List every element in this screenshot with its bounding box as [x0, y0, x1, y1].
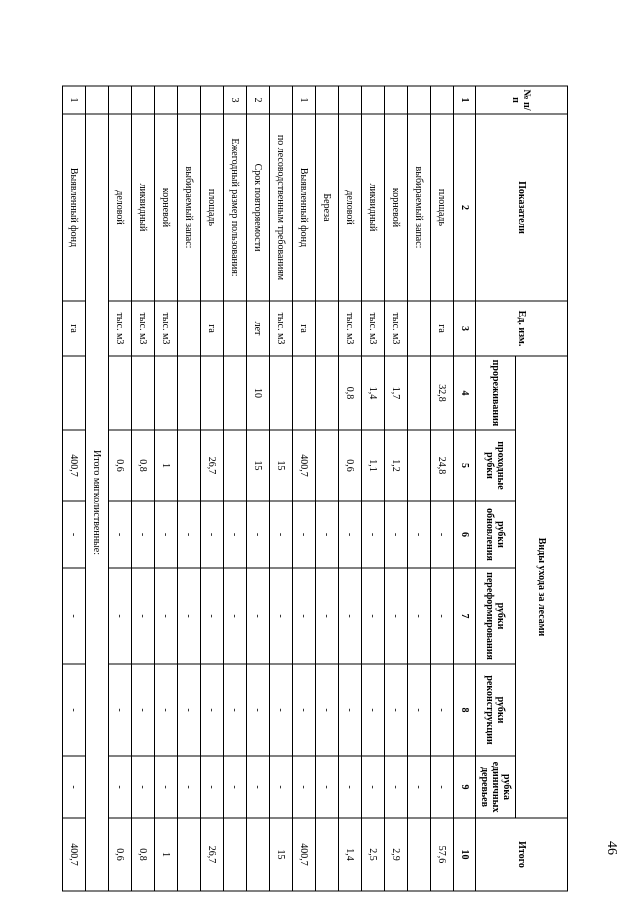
table-row [316, 86, 339, 891]
cell-value: 32,8 [431, 356, 454, 430]
header-care-types: Виды ухода за лесами [516, 356, 568, 818]
table-row [155, 86, 178, 891]
row-num: 1 [293, 86, 316, 114]
row-indicator: по лесоводственным требованиям [270, 114, 293, 301]
cell-value: - [316, 568, 339, 664]
cell-value: - [109, 664, 132, 756]
row-indicator: ликвидный [362, 114, 385, 301]
cell-total: 400,7 [293, 818, 316, 891]
cell-value: - [63, 501, 86, 568]
cell-value: 0,8 [132, 430, 155, 501]
cell-value: - [408, 756, 431, 818]
cell-value: - [431, 501, 454, 568]
cell-value: - [293, 501, 316, 568]
cell-total [408, 818, 431, 891]
row-unit: га [63, 301, 86, 356]
cell-value: 15 [270, 430, 293, 501]
cell-value: - [63, 664, 86, 756]
rotated-table-container [68, 85, 568, 890]
cell-value: - [178, 568, 201, 664]
row-num [155, 86, 178, 114]
column-number: 7 [454, 568, 476, 664]
column-number: 9 [454, 756, 476, 818]
cell-value: - [431, 568, 454, 664]
cell-value: - [362, 501, 385, 568]
row-unit: тыс. м3 [109, 301, 132, 356]
cell-value: - [362, 664, 385, 756]
row-indicator: площадь [431, 114, 454, 301]
row-num: 2 [247, 86, 270, 114]
cell-value: - [201, 568, 224, 664]
row-indicator: ликвидный [132, 114, 155, 301]
cell-value [178, 356, 201, 430]
cell-value: - [132, 664, 155, 756]
row-num: 3 [224, 86, 247, 114]
row-num [316, 86, 339, 114]
cell-total: 26,7 [201, 818, 224, 891]
cell-value: 15 [247, 430, 270, 501]
table-row [408, 86, 431, 891]
table-row [201, 86, 224, 891]
cell-total [178, 818, 201, 891]
row-unit: тыс. м3 [385, 301, 408, 356]
row-num [270, 86, 293, 114]
column-number: 1 [454, 86, 476, 114]
cell-value: - [270, 568, 293, 664]
column-number: 4 [454, 356, 476, 430]
cell-value: - [270, 664, 293, 756]
column-number: 10 [454, 818, 476, 891]
row-num [201, 86, 224, 114]
cell-value [316, 430, 339, 501]
cell-value: - [270, 501, 293, 568]
cell-value: 24,8 [431, 430, 454, 501]
cell-value: - [155, 756, 178, 818]
table-row [339, 86, 362, 891]
cell-value: 0,6 [339, 430, 362, 501]
cell-value: - [109, 756, 132, 818]
cell-value: - [408, 501, 431, 568]
column-number: 2 [454, 114, 476, 301]
cell-value: - [408, 664, 431, 756]
cell-total: 1,4 [339, 818, 362, 891]
cell-value: - [178, 756, 201, 818]
cell-value: - [201, 664, 224, 756]
cell-value: - [247, 501, 270, 568]
cell-value: 0,6 [109, 430, 132, 501]
row-num [339, 86, 362, 114]
header-total: Итого [476, 818, 568, 891]
header-sub: рубки переформирования [476, 568, 516, 664]
cell-value: 0,8 [339, 356, 362, 430]
table-row [431, 86, 454, 891]
cell-value [224, 430, 247, 501]
header-sub: рубки реконструкции [476, 664, 516, 756]
header-sub: прореживания [476, 356, 516, 430]
row-unit: тыс. м3 [339, 301, 362, 356]
cell-value: - [339, 568, 362, 664]
table-row [109, 86, 132, 891]
cell-value: - [132, 501, 155, 568]
column-numbers-row [454, 86, 476, 891]
cell-total: 400,7 [63, 818, 86, 891]
row-unit: га [431, 301, 454, 356]
cell-value: - [339, 501, 362, 568]
cell-value: 10 [247, 356, 270, 430]
cell-value [293, 356, 316, 430]
row-unit [316, 301, 339, 356]
row-unit [178, 301, 201, 356]
cell-value [178, 430, 201, 501]
table-row [132, 86, 155, 891]
row-unit: тыс. м3 [132, 301, 155, 356]
cell-value [201, 356, 224, 430]
column-number: 8 [454, 664, 476, 756]
row-indicator: Срок повторяемости [247, 114, 270, 301]
cell-value: - [224, 568, 247, 664]
cell-value: - [109, 568, 132, 664]
header-indicator: Показатели [476, 114, 568, 301]
row-indicator: Выявленный фонд [63, 114, 86, 301]
table-row [247, 86, 270, 891]
row-num [362, 86, 385, 114]
row-indicator: площадь [201, 114, 224, 301]
row-unit: га [293, 301, 316, 356]
cell-value: - [293, 756, 316, 818]
cell-value: - [385, 501, 408, 568]
cell-total: 1 [155, 818, 178, 891]
table-row [178, 86, 201, 891]
cell-value: - [247, 568, 270, 664]
table-row [63, 86, 86, 891]
page-number: 46 [604, 841, 619, 855]
cell-value: 1,1 [362, 430, 385, 501]
cell-value: - [293, 664, 316, 756]
cell-value: 1,2 [385, 430, 408, 501]
cell-value: 1,7 [385, 356, 408, 430]
row-indicator: корневой [155, 114, 178, 301]
cell-value [109, 356, 132, 430]
cell-total [316, 818, 339, 891]
row-indicator: деловой [109, 114, 132, 301]
cell-value [132, 356, 155, 430]
cell-total: 0,6 [109, 818, 132, 891]
cell-value: - [63, 756, 86, 818]
cell-value: - [270, 756, 293, 818]
column-number: 5 [454, 430, 476, 501]
cell-value: 1 [155, 430, 178, 501]
column-number: 6 [454, 501, 476, 568]
cell-value: - [155, 568, 178, 664]
cell-total: 2,5 [362, 818, 385, 891]
cell-total [224, 818, 247, 891]
cell-total: 57,6 [431, 818, 454, 891]
row-indicator: Ежегодный размер пользования: [224, 114, 247, 301]
row-unit: тыс. м3 [362, 301, 385, 356]
cell-value: - [385, 568, 408, 664]
cell-value: - [362, 568, 385, 664]
cell-value [408, 356, 431, 430]
cell-value: - [247, 756, 270, 818]
cell-value: - [431, 756, 454, 818]
cell-value: - [316, 664, 339, 756]
header-sub: проходные рубки [476, 430, 516, 501]
section-title: Итого мягколиственные: [86, 114, 109, 891]
row-num [178, 86, 201, 114]
cell-value: - [132, 756, 155, 818]
header-num: № п/п [476, 86, 568, 114]
cell-value [408, 430, 431, 501]
header-sub: рубка единичных деревьев [476, 756, 516, 818]
cell-value [155, 356, 178, 430]
row-indicator: выбираемый запас: [178, 114, 201, 301]
cell-value: 26,7 [201, 430, 224, 501]
row-unit: тыс. м3 [270, 301, 293, 356]
row-num: 1 [63, 86, 86, 114]
section-num [86, 86, 109, 114]
cell-value: - [339, 756, 362, 818]
cell-value: - [224, 756, 247, 818]
cell-value: - [201, 756, 224, 818]
row-num [385, 86, 408, 114]
row-num [408, 86, 431, 114]
cell-total [247, 818, 270, 891]
cell-value: 400,7 [63, 430, 86, 501]
cell-value: - [63, 568, 86, 664]
cell-value: - [431, 664, 454, 756]
cell-value: - [339, 664, 362, 756]
section-row [86, 86, 109, 891]
table-row [270, 86, 293, 891]
forest-care-table [62, 85, 568, 891]
header-sub: рубки обновления [476, 501, 516, 568]
cell-value: - [109, 501, 132, 568]
row-unit: тыс. м3 [155, 301, 178, 356]
cell-value: - [155, 664, 178, 756]
cell-value: - [178, 501, 201, 568]
cell-value: - [201, 501, 224, 568]
row-num [109, 86, 132, 114]
table-row [224, 86, 247, 891]
cell-total: 2,9 [385, 818, 408, 891]
row-unit [224, 301, 247, 356]
cell-value [224, 356, 247, 430]
cell-total: 0,8 [132, 818, 155, 891]
cell-value: - [408, 568, 431, 664]
row-indicator: Выявленный фонд [293, 114, 316, 301]
cell-value: - [178, 664, 201, 756]
cell-value: - [385, 664, 408, 756]
row-num [132, 86, 155, 114]
header-unit: Ед. изм. [476, 301, 568, 356]
cell-value: - [293, 568, 316, 664]
row-indicator: деловой [339, 114, 362, 301]
cell-value: - [316, 501, 339, 568]
table-row [385, 86, 408, 891]
cell-value: - [224, 501, 247, 568]
row-unit: лет [247, 301, 270, 356]
cell-value: - [385, 756, 408, 818]
cell-value [316, 356, 339, 430]
cell-value [63, 356, 86, 430]
column-number: 3 [454, 301, 476, 356]
row-unit: га [201, 301, 224, 356]
cell-value: - [224, 664, 247, 756]
table-row [362, 86, 385, 891]
table-row [293, 86, 316, 891]
row-indicator: корневой [385, 114, 408, 301]
cell-value: - [362, 756, 385, 818]
cell-value: - [132, 568, 155, 664]
cell-value: - [316, 756, 339, 818]
header-row-1 [516, 86, 568, 891]
cell-value [270, 356, 293, 430]
row-indicator: Береза [316, 114, 339, 301]
cell-value: 1,4 [362, 356, 385, 430]
row-unit [408, 301, 431, 356]
cell-value: - [247, 664, 270, 756]
row-num [431, 86, 454, 114]
row-indicator: выбираемый запас: [408, 114, 431, 301]
cell-value: - [155, 501, 178, 568]
cell-value: 400,7 [293, 430, 316, 501]
cell-total: 15 [270, 818, 293, 891]
